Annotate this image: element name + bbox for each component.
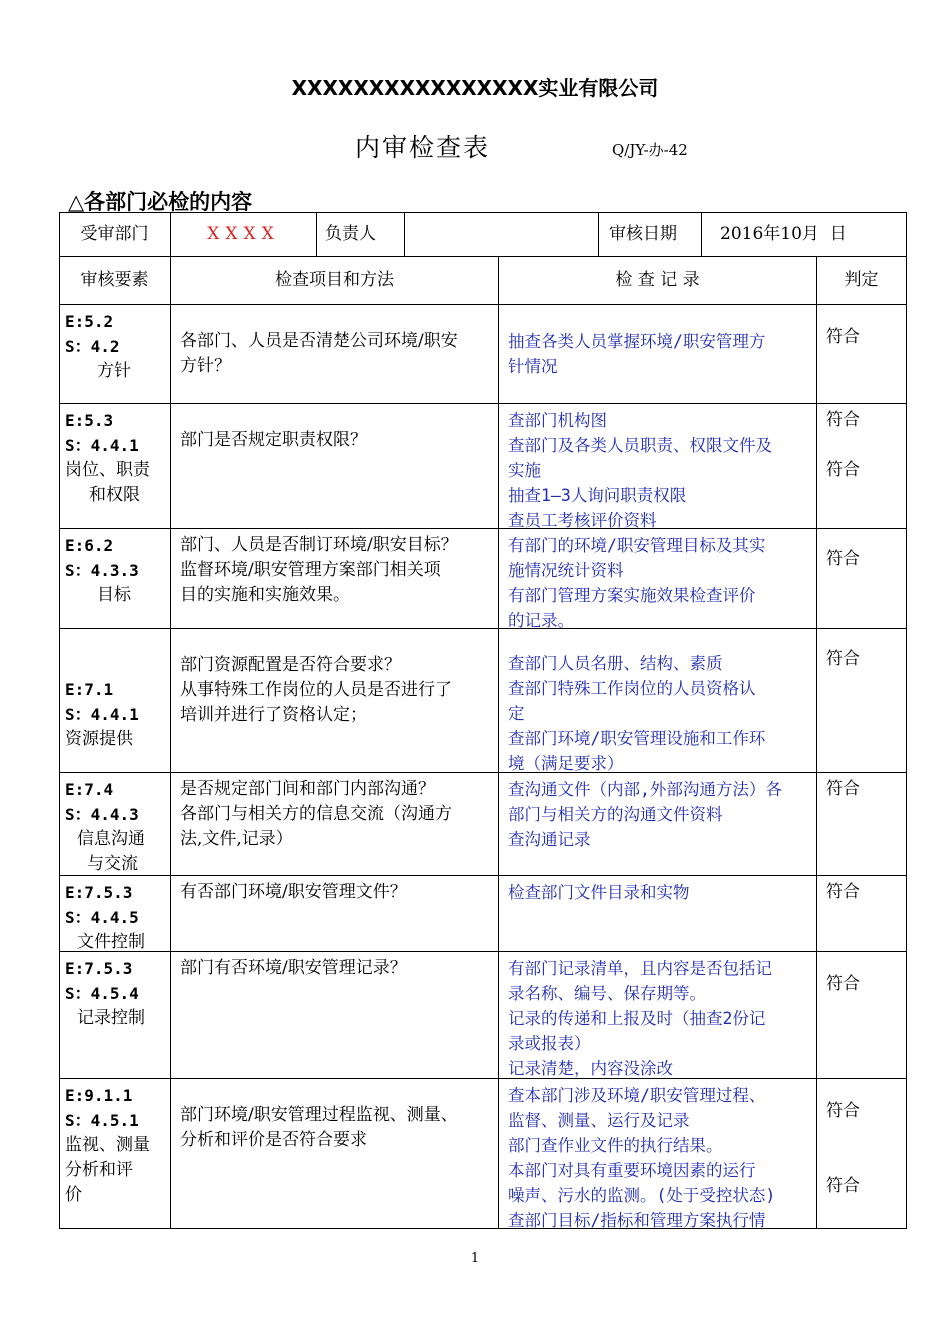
record-line: 实施 <box>508 461 541 480</box>
record-line: 抽查各类人员掌握环境/职安管理方 <box>508 332 766 351</box>
element-code-s: S：4.4.1 <box>65 436 139 455</box>
check-item-line: 方针？ <box>180 356 231 376</box>
element-code-e: E:7.5.3 <box>65 959 133 978</box>
record-line: 录名称、编号、保存期等。 <box>508 984 706 1003</box>
record-line: 查部门环境/职安管理设施和工作环 <box>508 729 766 748</box>
record-line: 查部门目标/指标和管理方案执行情 <box>508 1211 766 1230</box>
element-code-s: S：4.4.1 <box>65 705 139 724</box>
verdict <box>817 404 907 529</box>
element-code-s: S：4.4.3 <box>65 805 139 824</box>
check-item-line: 分析和评价是否符合要求 <box>180 1130 367 1150</box>
verdict-text: 符合 <box>826 410 860 430</box>
element-code-e: E:7.4 <box>65 780 114 799</box>
form-code: Q/JY-办-42 <box>612 141 688 159</box>
header-table <box>59 212 907 305</box>
dept-value: XXXX <box>171 212 317 257</box>
check-item-line: 有否部门环境/职安管理文件？ <box>180 882 407 902</box>
element-name: 资源提供 <box>65 729 133 749</box>
check-records <box>499 529 817 629</box>
element-code-s: S：4.3.3 <box>65 561 139 580</box>
record-line: 部门查作业文件的执行结果。 <box>508 1136 723 1155</box>
element-name: 与交流 <box>87 854 138 874</box>
record-line: 有部门的环境/职安管理目标及其实 <box>508 536 766 555</box>
verdict <box>817 305 907 404</box>
record-line: 录或报表） <box>508 1034 591 1053</box>
check-records <box>499 1079 817 1229</box>
record-line: 检查部门文件目录和实物 <box>508 883 690 902</box>
verdict-text: 符合 <box>826 779 860 799</box>
record-line: 定 <box>508 704 525 723</box>
verdict <box>817 529 907 629</box>
col-header-element: 审核要素 <box>59 257 171 305</box>
element-code-e: E:9.1.1 <box>65 1086 133 1105</box>
table-row <box>59 404 171 529</box>
record-line: 针情况 <box>508 357 558 376</box>
record-line: 查部门机构图 <box>508 411 607 430</box>
record-line: 本部门对具有重要环境因素的运行 <box>508 1161 756 1180</box>
record-line: 境（满足要求） <box>508 754 624 773</box>
record-line: 查沟通文件（内部,外部沟通方法）各 <box>508 780 782 799</box>
table-row <box>59 305 171 404</box>
element-name: 信息沟通 <box>77 829 145 849</box>
verdict-text: 符合 <box>826 1101 860 1121</box>
owner-value <box>405 212 599 257</box>
element-name: 和权限 <box>89 485 140 505</box>
verdict-text: 符合 <box>826 649 860 669</box>
element-code-e: E:7.5.3 <box>65 883 133 902</box>
check-items <box>171 773 499 876</box>
section-heading: △各部门必检的内容 <box>68 190 253 214</box>
check-item-line: 各部门、人员是否清楚公司环境/职安 <box>180 331 458 351</box>
check-records <box>499 952 817 1079</box>
element-name: 文件控制 <box>77 932 145 952</box>
element-name: 价 <box>65 1185 82 1205</box>
check-items <box>171 404 499 529</box>
record-line: 有部门管理方案实施效果检查评价 <box>508 586 756 605</box>
check-items <box>171 629 499 773</box>
check-items <box>171 1079 499 1229</box>
date-label: 审核日期 <box>599 212 702 257</box>
verdict-text: 符合 <box>826 974 860 994</box>
table-row <box>59 952 171 1079</box>
col-header-verdict: 判定 <box>817 257 907 305</box>
check-items <box>171 529 499 629</box>
check-items <box>171 876 499 952</box>
verdict <box>817 1079 907 1229</box>
verdict-text: 符合 <box>826 549 860 569</box>
record-line: 监督、测量、运行及记录 <box>508 1111 690 1130</box>
record-line: 查部门及各类人员职责、权限文件及 <box>508 436 772 455</box>
record-line: 查部门人员名册、结构、素质 <box>508 654 723 673</box>
element-code-e: E:6.2 <box>65 536 114 555</box>
record-line: 查员工考核评价资料 <box>508 511 657 530</box>
verdict <box>817 773 907 876</box>
element-code-e: E:5.3 <box>65 411 114 430</box>
verdict <box>817 629 907 773</box>
check-item-line: 部门有否环境/职安管理记录？ <box>180 958 407 978</box>
element-code-s: S：4.5.4 <box>65 984 139 1003</box>
check-item-line: 部门环境/职安管理过程监视、测量、 <box>180 1105 458 1125</box>
dept-label: 受审部门 <box>59 212 171 257</box>
record-line: 查本部门涉及环境/职安管理过程、 <box>508 1086 766 1105</box>
check-records <box>499 629 817 773</box>
check-records <box>499 876 817 952</box>
element-code-s: S：4.4.5 <box>65 908 139 927</box>
check-items <box>171 952 499 1079</box>
record-line: 记录清楚，内容没涂改 <box>508 1059 673 1078</box>
verdict-text: 符合 <box>826 882 860 902</box>
record-line: 抽查1—3人询问职责权限 <box>508 486 687 505</box>
element-code-s: S：4.2 <box>65 337 120 356</box>
record-line: 噪声、污水的监测。(处于受控状态) <box>508 1186 776 1205</box>
table-row <box>59 773 171 876</box>
record-line: 施情况统计资料 <box>508 561 624 580</box>
check-item-line: 是否规定部门间和部门内部沟通？ <box>180 779 435 799</box>
date-value: 2016年10月 日 <box>702 212 907 257</box>
record-line: 查沟通记录 <box>508 830 591 849</box>
checklist-table <box>59 305 907 1229</box>
check-items <box>171 305 499 404</box>
table-row <box>59 629 171 773</box>
col-header-items: 检查项目和方法 <box>171 257 499 305</box>
record-line: 的记录。 <box>508 611 574 630</box>
page-number: 1 <box>470 1251 480 1266</box>
element-name: 记录控制 <box>77 1008 145 1028</box>
table-row <box>59 529 171 629</box>
element-name: 方针 <box>97 361 131 381</box>
verdict-text: 符合 <box>826 327 860 347</box>
check-records <box>499 404 817 529</box>
verdict-text: 符合 <box>826 1176 860 1196</box>
check-records <box>499 305 817 404</box>
record-line: 记录的传递和上报及时（抽查2份记 <box>508 1009 766 1028</box>
element-code-e: E:5.2 <box>65 312 114 331</box>
record-line: 有部门记录清单，且内容是否包括记 <box>508 959 772 978</box>
check-item-line: 从事特殊工作岗位的人员是否进行了 <box>180 680 452 700</box>
table-row <box>59 876 171 952</box>
record-line: 部门与相关方的沟通文件资料 <box>508 805 723 824</box>
record-line: 查部门特殊工作岗位的人员资格认 <box>508 679 756 698</box>
check-item-line: 部门、人员是否制订环境/职安目标？ <box>180 535 458 555</box>
element-code-e: E:7.1 <box>65 680 114 699</box>
element-name: 监视、测量 <box>65 1135 150 1155</box>
form-title: 内审检查表 <box>355 133 491 162</box>
check-item-line: 目的实施和实施效果。 <box>180 585 350 605</box>
check-records <box>499 773 817 876</box>
element-name: 岗位、职责 <box>65 460 150 480</box>
verdict-text: 符合 <box>826 460 860 480</box>
verdict <box>817 876 907 952</box>
element-code-s: S：4.5.1 <box>65 1111 139 1130</box>
col-header-records: 检 查 记 录 <box>499 257 817 305</box>
check-item-line: 监督环境/职安管理方案部门相关项 <box>180 560 441 580</box>
check-item-line: 各部门与相关方的信息交流（沟通方 <box>180 804 452 824</box>
check-item-line: 部门资源配置是否符合要求？ <box>180 655 401 675</box>
verdict <box>817 952 907 1079</box>
check-item-line: 培训并进行了资格认定； <box>180 705 367 725</box>
check-item-line: 部门是否规定职责权限？ <box>180 430 367 450</box>
company-name: XXXXXXXXXXXXXXXX实业有限公司 <box>291 76 659 100</box>
table-row <box>59 1079 171 1229</box>
element-name: 分析和评 <box>65 1160 133 1180</box>
owner-label: 负责人 <box>317 212 405 257</box>
element-name: 目标 <box>97 585 131 605</box>
check-item-line: 法,文件,记录） <box>180 829 293 849</box>
